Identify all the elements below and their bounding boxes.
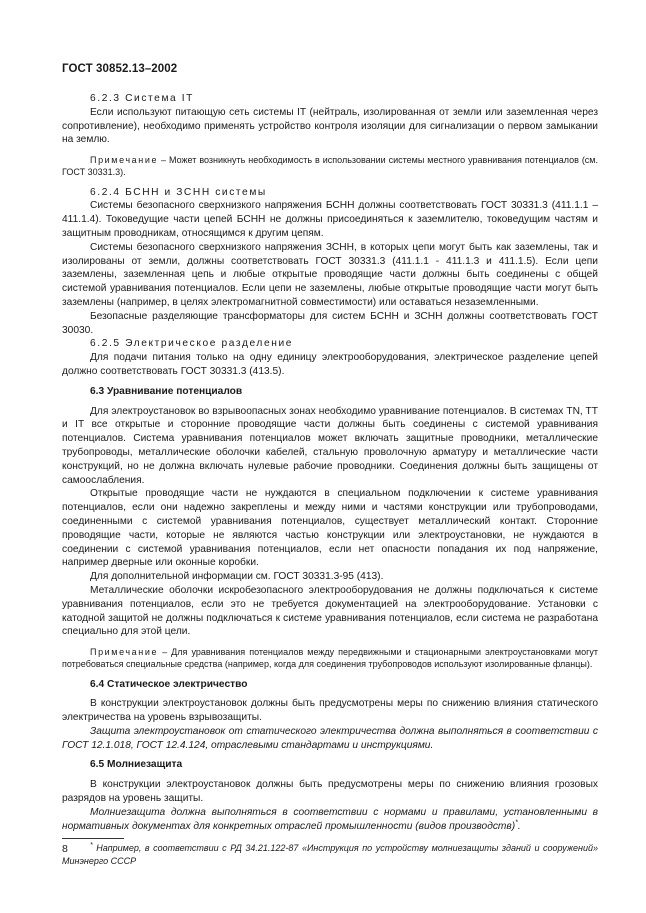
section-6-5-paragraph-1: В конструкции электроустановок должны быть предусмотрены меры по снижению влияния грозовых разрядов на уровень защиты.	[62, 779, 598, 805]
section-6-2-4-paragraph-3: Безопасные разделяющие трансформаторы для систем БСНН и ЗСНН должны соответствовать ГОСТ 30030.	[62, 310, 598, 336]
section-6-3-paragraph-1: Для электроустановок во взрывоопасных зонах необходимо уравнивание потенциалов. В системах TN, TT и IT все открытые и сторонние проводящие части должны быть соединены с системой уравнивания потенциалов. Система уравнивания потенциалов может включать защитные проводники, металлические трубопроводы, металлические оболочки кабелей, стальную проволочную арматуру и металлические части конструкций, но не должна включать нулевые рабочие проводники. Соединения должны быть защищены от самоослабления.	[62, 405, 598, 486]
page-number: 8	[62, 843, 68, 855]
document-code-header: ГОСТ 30852.13–2002	[62, 63, 178, 75]
section-6-3-note	[62, 646, 598, 670]
section-6-3-title: 6.3 Уравнивание потенциалов	[90, 385, 243, 397]
section-6-3-paragraph-4: Металлические оболочки искробезопасного электрооборудования не должны подключаться к системе уравнивания потенциалов, если это не требуется документацией на электрооборудование. Установки с катодной защитой не должны подключаться к системе уравнивания потенциалов, если система не разработана специально для этой цели.	[62, 584, 598, 638]
section-6-2-3-title: 6.2.3 Система IT	[90, 93, 195, 104]
footnote-text: Например, в соответствии с РД 34.21.122-87 «Инструкция по устройству молниезащиты зданий и сооружений» Минэнерго СССР	[62, 843, 598, 866]
section-6-2-4-paragraph-2: Системы безопасного сверхнизкого напряжения ЗСНН, в которых цепи могут быть как заземлены, так и изолированы от земли, должны соответствовать ГОСТ 30331.3 (411.1.1 - 411.1.3 и 411.1.5). Если цепи заземлены, заземленная цепь и любые открытые проводящие части должны быть соединены с общей системой уравнивания потенциалов. Если цепи не заземлены, любые открытые проводящие части могут быть заземлены (например, в целях электромагнитной совместимости) или оставаться незаземленными.	[62, 241, 598, 308]
section-6-4-paragraph-2: Защита электроустановок от статического электричества должна выполняться в соответствии с ГОСТ 12.1.018, ГОСТ 12.4.124, отраслевыми стандартами и инструкциями.	[62, 725, 598, 751]
section-6-2-4-title: 6.2.4 БСНН и ЗСНН системы	[90, 186, 267, 198]
section-6-3-paragraph-3: Для дополнительной информации см. ГОСТ 30331.3-95 (413).	[90, 571, 384, 583]
section-6-4-paragraph-1: В конструкции электроустановок должны быть предусмотрены меры по снижению влияния статического электричества на уровень взрывозащиты.	[62, 698, 598, 724]
page-content	[62, 92, 598, 867]
section-6-4-title: 6.4 Статическое электричество	[90, 678, 248, 690]
note-label: Примечание	[90, 155, 159, 166]
footnote-divider	[62, 838, 124, 839]
paragraph-text: Молниезащита должна выполняться в соответствии с нормами и правилами, установленными в нормативных документах для конкретных отраслей промышленности (видов производств)	[62, 806, 598, 832]
footnote-reference-mark: *	[515, 819, 518, 827]
note-text: – Для уравнивания потенциалов между передвижными и стационарными электроустановками могут потребоваться специальные средства (например, когда для соединения трубопроводов используют изолированные фланцы).	[62, 647, 598, 670]
section-6-3-paragraph-2: Открытые проводящие части не нуждаются в специальном подключении к системе уравнивания потенциалов, если они надежно закреплены и между ними и частями конструкции или трубопроводами, соединенными с системой уравнивания потенциалов, существует металлический контакт. Сторонние проводящие части, которые не являются частью конструкции или электроустановки, не нуждаются в соединении с системой уравнивания потенциалов, если нет опасности попадания их под напряжение, например дверные или оконные коробки.	[62, 488, 598, 569]
note-text: – Может возникнуть необходимость в использовании системы местного уравнивания потенциалов (см. ГОСТ 30331.3).	[62, 155, 598, 178]
footnote	[62, 842, 598, 867]
section-6-5-title: 6.5 Молниезащита	[90, 759, 183, 771]
note-label: Примечание	[90, 647, 159, 658]
section-6-5-paragraph-2: Молниезащита должна выполняться в соответствии с нормами и правилами, установленными в нормативных документах для конкретных отраслей промышленности (видов производств)*.	[62, 806, 598, 832]
section-6-2-3-note	[62, 154, 598, 178]
section-6-2-5-title: 6.2.5 Электрическое разделение	[90, 338, 294, 350]
section-6-2-4-paragraph-1: Системы безопасного сверхнизкого напряжения БСНН должны соответствовать ГОСТ 30331.3 (411.1.1 –411.1.4). Токоведущие части цепей БСНН не должны присоединяться к заземлителю, токоведущим частям и защитным проводникам, относящимся к другим цепям.	[62, 200, 598, 239]
section-6-2-3-paragraph-1: Если используют питающую сеть системы IT (нейтраль, изолированная от земли или заземленная через сопротивление), необходимо применять устройство контроля изоляции для сигнализации о первом замыкании на землю.	[62, 106, 598, 146]
footnote-mark: *	[90, 842, 93, 850]
section-6-2-5-paragraph-1: Для подачи питания только на одну единицу электрооборудования, электрическое разделение цепей должно соответствовать ГОСТ 30331.3 (413.5).	[62, 352, 598, 377]
